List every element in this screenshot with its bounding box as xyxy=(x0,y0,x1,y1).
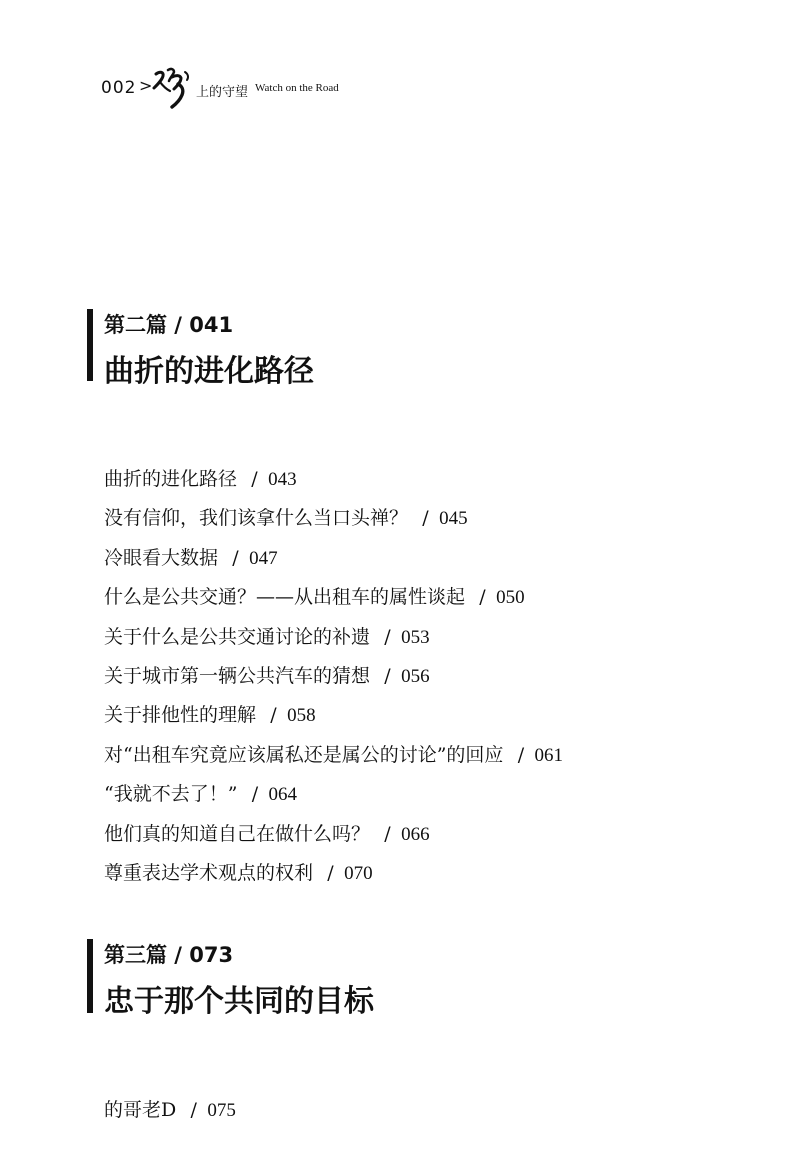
toc-entry[interactable]: 没有信仰，我们该拿什么当口头禅？ / 045 xyxy=(104,507,468,530)
chevron-right-icon: > xyxy=(139,76,153,95)
header-title-cn: 上的守望 xyxy=(196,85,249,100)
toc-entry[interactable]: “我就不去了！” / 064 xyxy=(104,783,298,806)
section-bar xyxy=(87,939,93,1013)
section-label: 第三篇 / 073 xyxy=(104,943,234,967)
toc-entry[interactable]: 冷眼看大数据 / 047 xyxy=(104,546,278,569)
section-bar xyxy=(87,309,93,381)
header-title-en: Watch on the Road xyxy=(255,82,339,94)
toc-entry[interactable]: 关于什么是公共交通讨论的补遗 / 053 xyxy=(104,625,430,648)
section-title: 曲折的进化路径 xyxy=(104,354,314,389)
calligraphy-logo xyxy=(150,62,194,112)
section-title: 忠于那个共同的目标 xyxy=(104,984,374,1019)
page-number: 002 xyxy=(101,78,137,98)
toc-entry[interactable]: 曲折的进化路径 / 043 xyxy=(104,468,297,490)
toc-entry[interactable]: 尊重表达学术观点的权利 / 070 xyxy=(104,861,373,884)
section-label: 第二篇 / 041 xyxy=(104,313,234,337)
toc-list-part-2 xyxy=(104,460,563,893)
toc-entry[interactable]: 他们真的知道自己在做什么吗？ / 066 xyxy=(104,822,430,845)
toc-entry[interactable]: 对“出租车究竟应该属私还是属公的讨论”的回应 / 061 xyxy=(104,743,564,766)
toc-list-part-3 xyxy=(104,1091,236,1130)
toc-entry[interactable]: 关于排他性的理解 / 058 xyxy=(104,704,316,727)
toc-entry[interactable]: 什么是公共交通？——从出租车的属性谈起 / 050 xyxy=(104,586,525,609)
toc-entry[interactable]: 关于城市第一辆公共汽车的猜想 / 056 xyxy=(104,664,430,687)
toc-entry[interactable]: 的哥老D / 075 xyxy=(104,1099,236,1121)
